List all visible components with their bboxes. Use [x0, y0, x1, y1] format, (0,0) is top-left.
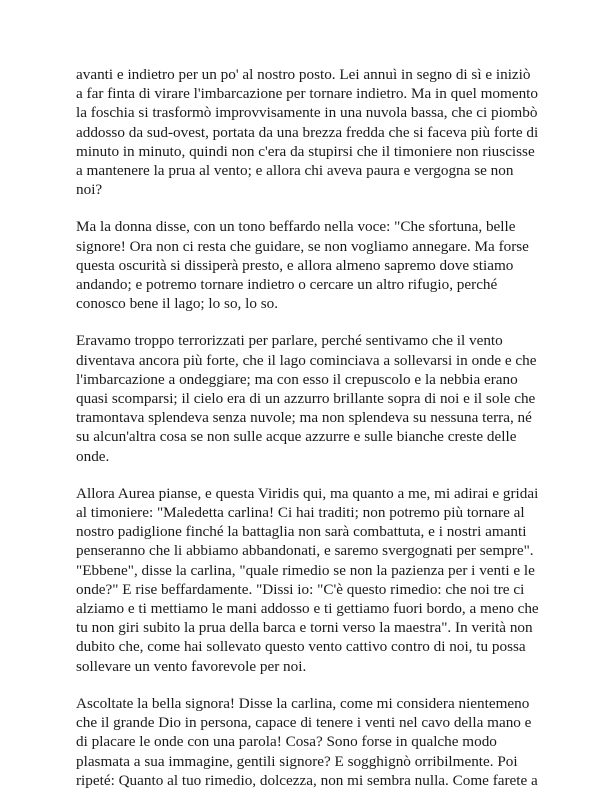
text-line: conosco bene il lago; lo so, lo so.	[76, 295, 279, 313]
text-line: andando; e potremo tornare indietro o cercare un altro rifugio, perché	[76, 276, 498, 294]
text-line: su alcun'altra cosa se non sulle acque azzurre e sulle bianche creste delle	[76, 428, 517, 446]
text-line: onde.	[76, 447, 110, 465]
text-line: penseranno che li abbiamo abbandonati, e saremo svergognati per sempre".	[76, 542, 534, 560]
text-line: l'imbarcazione a ondeggiare; ma con esso il crepuscolo e la nebbia erano	[76, 370, 518, 388]
text-line: nostro padiglione finché la battaglia non sarà combattuta, e i nostri amanti	[76, 523, 527, 541]
text-line: addosso da sud-ovest, portata da una brezza fredda che si faceva più forte di	[76, 123, 539, 141]
paragraph	[76, 484, 538, 676]
text-line: signore! Ora non ci resta che guidare, se non vogliamo annegare. Ma forse	[76, 237, 529, 255]
text-line: al timoniere: "Maledetta carlina! Ci hai traditi; non potremo più tornare al	[76, 504, 525, 522]
paragraph	[76, 331, 538, 465]
text-line: tu non giri subito la prua della barca e torni verso la maestra". In verità non	[76, 619, 533, 637]
text-line: ripeté: Quanto al tuo rimedio, dolcezza, non mi sembra nulla. Come farete a	[76, 771, 538, 789]
text-line: Allora Aurea pianse, e questa Viridis qui, ma quanto a me, mi adirai e gridai	[76, 484, 539, 502]
text-line: che il grande Dio in persona, capace di tenere i venti nel cavo della mano e	[76, 714, 532, 732]
text-line: di placare le onde con una parola! Cosa? Sono forse in qualche modo	[76, 733, 497, 751]
text-line: alziamo e ti mettiamo le mani addosso e ti gettiamo fuori bordo, a meno che	[76, 600, 539, 618]
text-line: quasi scomparsi; il cielo era di un azzurro brillante sopra di noi e il sole che	[76, 390, 536, 408]
text-line: a far finta di virare l'imbarcazione per tornare indietro. Ma in quel momento	[76, 85, 538, 103]
text-line: avanti e indietro per un po' al nostro posto. Lei annuì in segno di sì e iniziò	[76, 66, 531, 83]
text-line: questa oscurità si dissiperà presto, e allora almeno sapremo dove stiamo	[76, 256, 514, 274]
text-line: sollevare un vento favorevole per noi.	[76, 657, 307, 675]
text-line: Eravamo troppo terrorizzati per parlare, perché sentivamo che il vento	[76, 332, 503, 350]
text-line: noi?	[76, 181, 103, 199]
text-line: minuto in minuto, quindi non c'era da stupirsi che il timoniere non riuscisse	[76, 142, 535, 160]
text-line: a mantenere la prua al vento; e allora chi aveva paura e vergogna se non	[76, 162, 514, 180]
text-line: onde?" E rise beffardamente. "Dissi io: "C'è questo rimedio: che noi tre ci	[76, 580, 525, 598]
text-line: dubito che, come hai sollevato questo vento cattivo contro di noi, tu possa	[76, 638, 526, 656]
text-line: Ma la donna disse, con un tono beffardo nella voce: "Che sfortuna, belle	[76, 218, 516, 236]
paragraph	[76, 65, 538, 199]
text-line: la foschia si trasformò improvvisamente in una nuvola bassa, che ci piombò	[76, 104, 538, 122]
text-line: diventava ancora più forte, che il lago cominciava a sollevarsi in onde e che	[76, 351, 537, 369]
text-line: tramontava splendeva senza nuvole; ma non splendeva su nessuna terra, né	[76, 409, 532, 427]
text-line: Ascoltate la bella signora! Disse la carlina, come mi considera nientemeno	[76, 694, 530, 712]
text-line: plasmata a sua immagine, gentili signore? E sogghignò orribilmente. Poi	[76, 752, 518, 770]
text-line: "Ebbene", disse la carlina, "quale rimedio se non la pazienza per i venti e le	[76, 561, 535, 579]
paragraph	[76, 217, 538, 313]
text-body	[76, 65, 538, 808]
